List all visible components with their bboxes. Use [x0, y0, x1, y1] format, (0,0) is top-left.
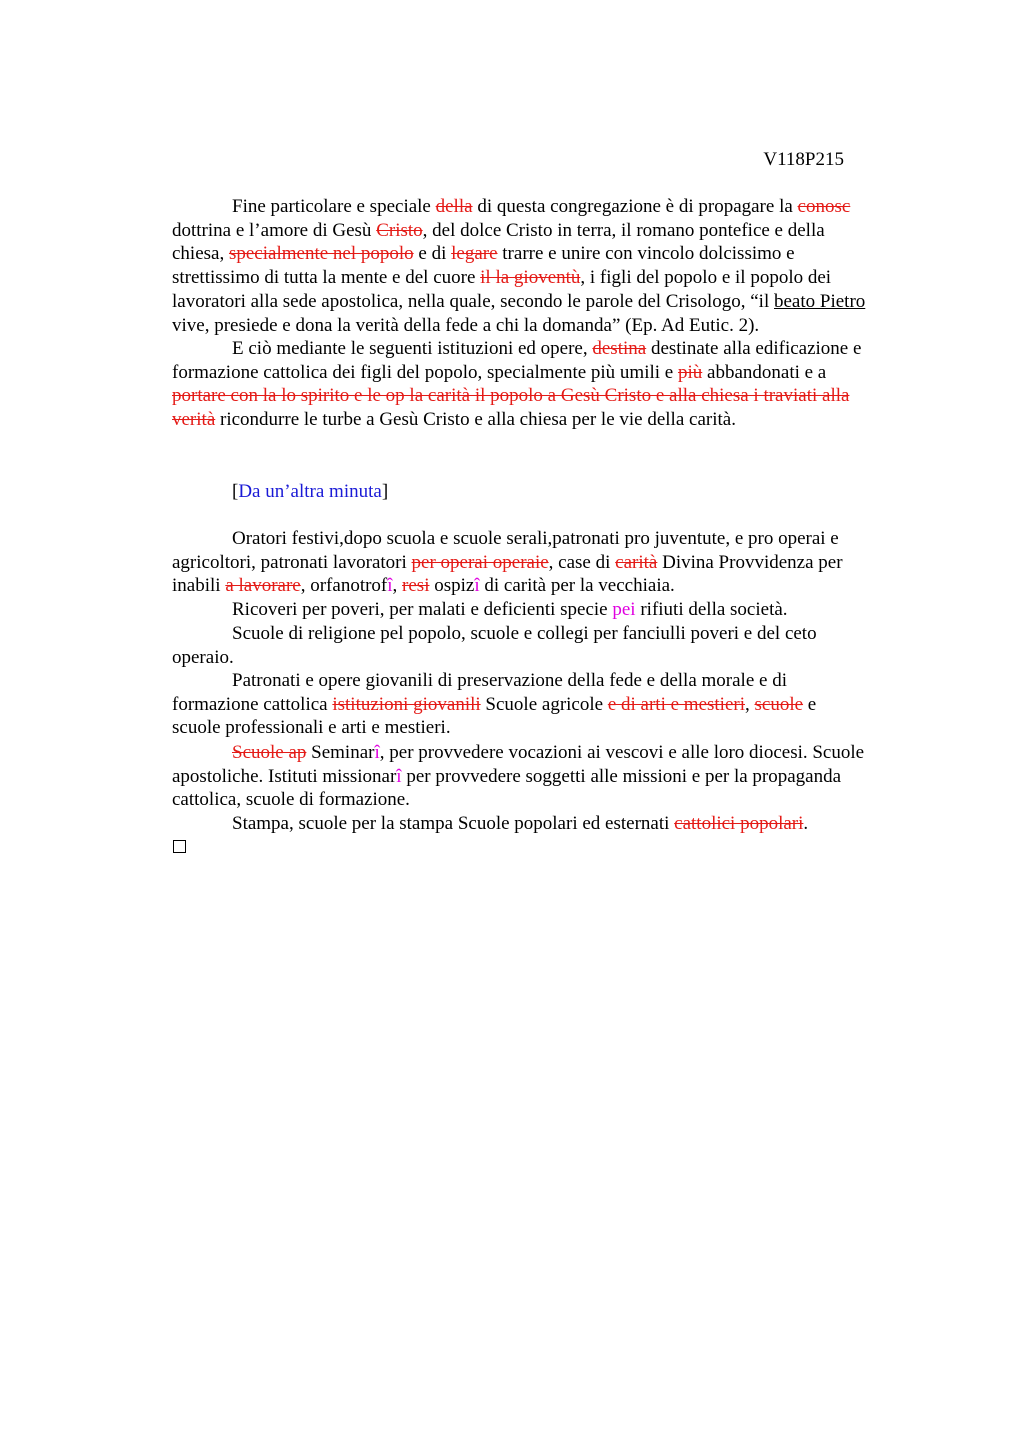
- bracket: [: [232, 481, 239, 502]
- text: ,: [392, 575, 403, 597]
- text: Scuole di religione pel popolo, scuole e collegi per fanciulli poveri e del ceto operaio.: [172, 623, 817, 668]
- text: Patronati e opere giovanili di preservazione della fede e della morale e di formazione cattolica: [172, 670, 787, 715]
- deleted-text: più: [677, 361, 703, 383]
- paragraph-purpose: [172, 195, 932, 337]
- paragraph-oratori: [172, 527, 932, 598]
- deleted-text: cattolici popolari: [674, 813, 804, 834]
- text: Stampa, scuole per la stampa Scuole popolari ed esternati: [232, 813, 675, 834]
- paragraph-patronati: [172, 669, 932, 740]
- paragraph-scuole-religione: [172, 622, 932, 669]
- deleted-text: e di arti e mestieri: [607, 693, 745, 715]
- text: Oratori festivi,dopo scuola e scuole serali,patronati pro juventute, e pro operai e agricoltori, patronati lavoratori: [172, 528, 839, 573]
- deleted-text: a lavorare: [225, 575, 301, 597]
- editorial-note: [172, 480, 932, 504]
- text: destinate alla edificazione e formazione cattolica dei figli del popolo, specialmente più umili e: [172, 338, 862, 383]
- deleted-text: della: [435, 196, 473, 217]
- bracket: ]: [381, 481, 389, 502]
- text: ricondurre le turbe a Gesù Cristo e alla chiesa per le vie della carità.: [215, 409, 736, 431]
- text: ospiz: [429, 575, 475, 597]
- page-identifier: V118P215: [763, 149, 844, 170]
- deleted-text: destina: [592, 338, 647, 359]
- paragraph-stampa: [172, 812, 932, 836]
- text: Scuole agricole: [480, 693, 608, 715]
- text: , orfanotrof: [300, 575, 388, 597]
- editorial-label: Da un’altra minuta: [238, 481, 382, 502]
- inserted-text: î: [396, 765, 402, 787]
- deleted-text: carità: [615, 551, 658, 573]
- paragraph-ricoveri: [172, 598, 932, 622]
- deleted-text: legare: [451, 243, 498, 265]
- text: di carità per la vecchiaia.: [479, 575, 675, 597]
- text: Fine particolare e speciale: [232, 196, 436, 217]
- inserted-text: pei: [612, 599, 636, 620]
- deleted-text: Cristo: [376, 219, 423, 241]
- text: E ciò mediante le seguenti istituzioni ed opere,: [232, 338, 593, 359]
- deleted-text: scuole: [754, 693, 804, 715]
- deleted-text: specialmente nel popolo: [228, 243, 414, 265]
- deleted-text: istituzioni giovanili: [332, 693, 481, 715]
- text: abbandonati e a: [707, 361, 827, 383]
- text: di questa congregazione è di propagare la: [472, 196, 798, 217]
- text: e scuole professionali e arti e mestieri.: [172, 693, 817, 739]
- deleted-text: portare con la lo spirito e le op la carità il popolo a Gesù Cristo e alla chiesa i traviati alla verità: [172, 385, 850, 431]
- deleted-text: il la gioventù: [480, 267, 581, 289]
- text: , per provvedere vocazioni ai vescovi e alle loro diocesi. Scuole apostoliche. Istituti missionar: [172, 742, 865, 787]
- text: vive, presiede e dona la verità della fede a chi la domanda” (Ep. Ad Eutic. 2).: [172, 314, 760, 336]
- text: e di: [413, 243, 452, 265]
- deleted-text: resi: [402, 575, 430, 597]
- end-marker-box: [173, 840, 186, 853]
- text: trarre e unire con vincolo dolcissimo e strettissimo di tutta la mente e del cuore: [172, 243, 795, 289]
- paragraph-means: [172, 337, 932, 432]
- inserted-text: î: [474, 575, 480, 597]
- text: Divina Provvidenza per inabili: [172, 551, 843, 597]
- deleted-text: conosc: [797, 196, 851, 217]
- text: rifiuti della società.: [635, 599, 788, 620]
- text: , case di: [548, 551, 616, 573]
- paragraph-seminari: [172, 741, 932, 812]
- text: , del dolce Cristo in terra, il romano pontefice e della chiesa,: [172, 219, 825, 265]
- text: ,: [745, 693, 755, 715]
- inserted-text: î: [387, 575, 393, 597]
- text: per provvedere soggetti alle missioni e per la propaganda cattolica, scuole di formazione.: [172, 765, 842, 811]
- deleted-text: per operai operaie: [411, 551, 549, 573]
- text: dottrina e l’amore di Gesù: [172, 219, 372, 241]
- text: .: [803, 813, 809, 834]
- deleted-text: Scuole ap: [232, 742, 307, 763]
- underlined-text: beato Pietro: [774, 290, 866, 312]
- text: Seminar: [306, 742, 375, 763]
- inserted-text: î: [374, 742, 380, 763]
- text: , i figli del popolo e il popolo dei lavoratori alla sede apostolica, nella quale, secondo le parole del Crisologo, “il: [172, 267, 832, 312]
- text: Ricoveri per poveri, per malati e deficienti specie: [232, 599, 613, 620]
